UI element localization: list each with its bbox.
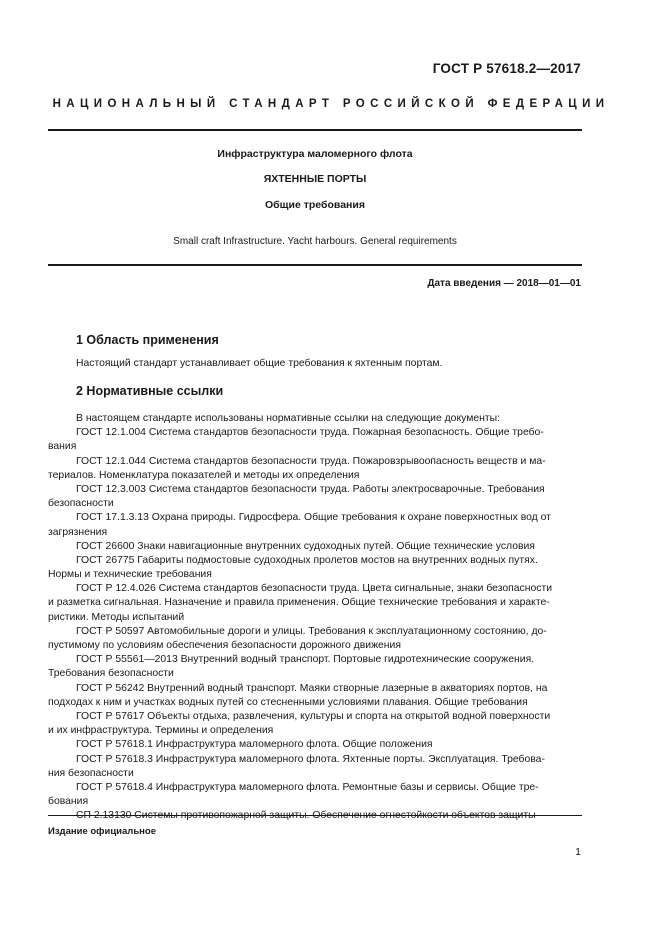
footer-divider — [48, 815, 582, 816]
section-2-heading: 2 Нормативные ссылки — [76, 384, 224, 398]
ref-line: подходах к ним и участках водных путей со стесненными условиями плавания. Общие требования — [48, 696, 528, 708]
title-line-2: ЯХТЕННЫЕ ПОРТЫ — [263, 173, 367, 185]
ref-line: ГОСТ 26600 Знаки навигационные внутренних судоходных путей. Общие технические условия — [76, 540, 535, 552]
ref-line: Нормы и технические требования — [48, 569, 212, 581]
ref-line: териалов. Номенклатура показателей и методы их определения — [48, 469, 360, 481]
national-standard-title: НАЦИОНАЛЬНЫЙ СТАНДАРТ РОССИЙСКОЙ ФЕДЕРАЦИИ — [52, 98, 610, 110]
references-list — [48, 412, 582, 823]
title-divider — [48, 264, 582, 266]
ref-line: СП 2.13130 Системы противопожарной защиты. Обеспечение огнестойкости объектов защиты — [76, 810, 536, 822]
top-divider — [48, 129, 582, 131]
ref-line: В настоящем стандарте использованы нормативные ссылки на следующие документы: — [76, 413, 500, 424]
ref-line: пустимому по условиям обеспечения безопасности дорожного движения — [48, 640, 401, 651]
ref-line: ния безопасности — [48, 767, 134, 779]
ref-line: бования — [48, 796, 89, 808]
ref-line: безопасности — [48, 498, 114, 510]
ref-line: и их инфраструктура. Термины и определения — [48, 725, 274, 737]
ref-line: ГОСТ Р 57618.3 Инфраструктура маломерного флота. Яхтенные порты. Эксплуатация. Требова- — [76, 753, 545, 765]
section-1-text: Настоящий стандарт устанавливает общие требования к яхтенным портам. — [76, 358, 443, 369]
ref-line: ристики. Методы испытаний — [48, 611, 185, 623]
ref-line: ГОСТ Р 56242 Внутренний водный транспорт. Маяки створные лазерные в акваториях портов, на — [76, 682, 548, 694]
ref-line: вания — [48, 441, 77, 453]
official-edition-label: Издание официальное — [48, 826, 156, 837]
ref-line: ГОСТ Р 50597 Автомобильные дороги и улицы. Требования к эксплуатационному состоянию, до- — [76, 625, 547, 637]
introduction-date: Дата введения — 2018—01—01 — [427, 278, 581, 289]
ref-line: ГОСТ 17.1.3.13 Охрана природы. Гидросфера. Общие требования к охране поверхностных вод от — [76, 512, 551, 524]
standard-number: ГОСТ Р 57618.2—2017 — [432, 61, 581, 76]
page-number: 1 — [575, 846, 581, 858]
ref-line: ГОСТ Р 57618.1 Инфраструктура маломерного флота. Общие положения — [76, 739, 433, 751]
ref-line: ГОСТ Р 57618.4 Инфраструктура маломерного флота. Ремонтные базы и сервисы. Общие тре- — [76, 781, 539, 793]
title-line-1: Инфраструктура маломерного флота — [217, 148, 413, 160]
section-1-heading: 1 Область применения — [76, 333, 219, 347]
ref-line: ГОСТ 12.3.003 Система стандартов безопасности труда. Работы электросварочные. Требования — [76, 483, 545, 495]
english-title: Small craft Infrastructure. Yacht harbours. General requirements — [173, 236, 457, 247]
ref-line: Требования безопасности — [48, 668, 174, 680]
ref-line: ГОСТ Р 57617 Объекты отдыха, развлечения, культуры и спорта на открытой водной поверхности — [76, 710, 551, 722]
ref-line: ГОСТ 26775 Габариты подмостовые судоходных пролетов мостов на внутренних водных путях. — [76, 554, 538, 566]
ref-line: и разметка сигнальная. Назначение и правила применения. Общие технические требования и характе- — [48, 597, 550, 609]
ref-line: ГОСТ 12.1.004 Система стандартов безопасности труда. Пожарная безопасность. Общие требо- — [76, 427, 544, 439]
ref-line: ГОСТ 12.1.044 Система стандартов безопасности труда. Пожаровзрывоопасность веществ и ма- — [76, 455, 546, 467]
ref-line: загрязнения — [48, 526, 108, 538]
ref-line: ГОСТ Р 12.4.026 Система стандартов безопасности труда. Цвета сигнальные, знаки безопасности — [76, 583, 553, 595]
ref-line: ГОСТ Р 55561—2013 Внутренний водный транспорт. Портовые гидротехнические сооружения. — [76, 654, 535, 666]
title-line-3: Общие требования — [265, 199, 365, 211]
